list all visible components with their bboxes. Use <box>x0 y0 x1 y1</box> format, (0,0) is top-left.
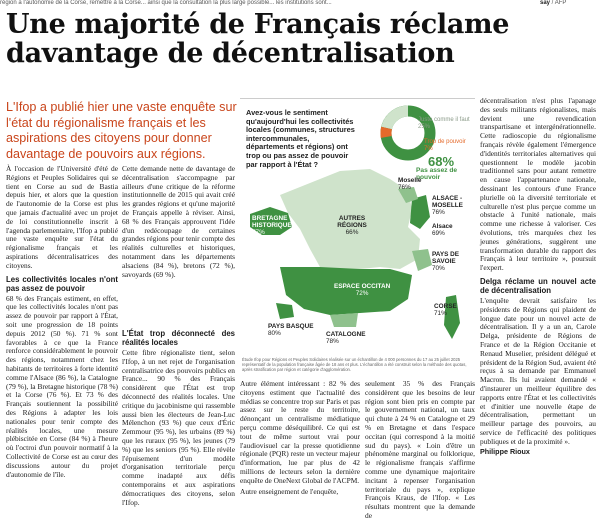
legend-pas-assez-value: 68% <box>428 154 455 169</box>
paragraph: 68 % des Français estiment, en effet, que les collectivités locales n'ont pas assez de pouvoir par rapport à l'État, soit une progression de 18 points depuis 2012 (50 %). 71 % sont favorables à ce que la France renforce considérablement le pouvoir des régions, notamment chez les habitants de territoires à forte identité comme l'Alsace (86 %), la Catalogne (79 %), la Bretagne historique (78 %) et la Corse (76 %). Et 73 % des Français soutiennent la possibilité des Régions à adapter les lois nationales pour tenir compte des réalités locales, une mesure plébiscitée en Corse (84 %) à l'heure où l'octroi d'un pouvoir normatif à la Collectivité de Corse est au cœur des discussions autour du projet d'autonomie de l'île. <box>6 293 118 479</box>
subheading: Delga réclame un nouvel acte de décentralisation <box>480 276 596 295</box>
infographic <box>240 98 475 377</box>
paragraph: Autre élément intéressant : 82 % des citoyens estiment que l'actualité des médias se concentre trop sur Paris et pas assez sur le reste du territoire, dénonçant un centralisme médiatique perçu comme déséquilibré. Ce qui est tout de même surtout vrai pour l'audiovisuel car la presse quotidienne régionale (PQR) reste un vecteur majeur d'information, lue par plus de 42 millions de lecteurs selon la dernière enquête de OneNext Global de l'ACPM. <box>240 379 360 485</box>
label-alsace-moselle: ALSACE - MOSELLE 76% <box>432 195 463 216</box>
legend-trop: Trop de pouvoir 7% <box>424 139 466 152</box>
article-column-2-lower <box>122 325 235 509</box>
donut-slice-juste <box>387 111 408 128</box>
article-column-5 <box>480 97 596 457</box>
label-occitan: ESPACE OCCITAN 72% <box>334 283 391 297</box>
label-alsace: Alsace 69% <box>432 223 453 237</box>
article-column-1 <box>6 165 118 481</box>
region-catalogne <box>330 313 358 327</box>
infographic-question: Avez-vous le sentiment qu'aujourd'hui les collectivités locales (communes, structures intercommunales, départements et régions) ont trop ou pas assez de pouvoir par rapport à l'État ? <box>246 108 355 169</box>
article-standfirst: L'Ifop a publié hier une vaste enquête sur l'état du régionalisme français et les aspirations des citoyens pour donner davantage de pouvoirs aux régions. <box>6 100 237 161</box>
top-strip-text: région a l'autonomie de la Corse, remettre à la Corse... ainsi que la consultation la plus large possible... les institutions sont... <box>0 0 332 6</box>
region-savoie <box>412 249 432 271</box>
region-basque <box>276 303 294 319</box>
article-column-3 <box>240 380 360 498</box>
subheading: Les collectivités locales n'ont pas assez de pouvoir <box>6 274 118 293</box>
top-strip-source: say / AFP <box>540 0 567 6</box>
top-strip <box>0 0 600 7</box>
label-savoie: PAYS DE SAVOIE 70% <box>432 251 459 272</box>
france-map <box>250 169 460 339</box>
label-autres: AUTRES RÉGIONS 66% <box>337 215 367 236</box>
subheading: L'État trop déconnecté des réalités locales <box>122 329 235 347</box>
article-headline: Une majorité de Français réclame davantage de décentralisation <box>6 9 510 69</box>
author-byline: Philippe Rioux <box>480 447 530 457</box>
donut-slice-trop <box>386 128 387 137</box>
region-corse <box>444 295 460 339</box>
article-column-4 <box>365 380 475 523</box>
infographic-credit: Étude Ifop pour Régions et Peuples Solidaires réalisée sur un échantillon de 4 000 personnes du 17 au 25 juillet 2025 représentatif de la population française âgée de 18 ans et plus. L'échantillon a été construit selon la méthode des quotas, après stratification par région et catégorie d'agglomération. <box>242 357 467 372</box>
label-corse: CORSE 71% <box>434 303 457 317</box>
paragraph: Autre enseignement de l'enquête, <box>240 486 339 496</box>
paragraph: seulement 35 % des Français considèrent que les besoins de leur région sont bien pris en compte par le gouvernement national, un taux qui chute à 24 % en Catalogne et 29 % en Bretagne et dans l'espace occitan (qui correspond à la moitié sud du pays). « Loin d'être un phénomène marginal ou folklorique, le régionalisme français s'affirme comme une dynamique majoritaire incitant à repenser l'organisation territoriale du pays », explique François Kraus, de l'Ifop. « Les résultats montrent que la demande de <box>365 379 475 520</box>
legend-pas-assez: Pas assez de pouvoir <box>416 167 458 181</box>
article-column-2 <box>122 165 235 281</box>
paragraph: Cette fibre régionaliste tient, selon l'Ifop, à un net rejet de l'organisation centralisatrice des pouvoirs publics en France... 90 % des Français considèrent que l'État est trop déconnecté des réalités locales. Une critique du jacobinisme qui rassemble aussi bien les électeurs de Jean-Luc Mélenchon (93 %) que ceux d'Éric Zemmour (95 %), les urbains (89 %) que les ruraux (95 %), les jeunes (79 %) que les seniors (95 %). Elle révèle l'épuisement d'un modèle d'organisation territoriale perçu comme inadapté aux défis contemporains et aux aspirations démocratiques des citoyens, selon l'Ifop. <box>122 348 235 507</box>
paragraph: décentralisation n'est plus l'apanage des seuls militants régionalistes, mais devient une revendication transpartisane et intergénérationnelle. Cette radioscopie du régionalisme français révèle également l'émergence d'identités territoriales alternatives qui questionnent le modèle jacobin traditionnel sans pour autant remettre en cause l'appartenance nationale, dessinant les contours d'une France plurielle où la diversité territoriale et culturelle n'est plus perçue comme un obstacle à l'unité nationale, mais comme une richesse à valoriser. Ces évolutions, très marquées chez les jeunes générations, suggèrent une transformation durable du rapport des Français à leur territoire », poursuit l'expert. <box>480 96 596 273</box>
label-bretagne: BRETAGNE HISTORIQUE 77% <box>252 215 292 236</box>
legend-juste: Juste comme il faut 25% <box>418 117 470 130</box>
paragraph: L'enquête devrait satisfaire les présidents de Régions qui plaident de longue date pour un nouvel acte de décentralisation. Il y a un an, Carole Delga, présidente de Régions de France et de la Région Occitanie et Renaud Muselier, président délégué et président de la Région Sud, avaient été reçus à sa demande par Emmanuel Macron. Ils lui avaient demandé « d'instaurer un meilleur équilibre des rapports entre l'État et les collectivités et d'initier une nouvelle étape de décentralisation, permettant un meilleur partage des pouvoirs, au service de l'efficacité des politiques publiques et de la proximité ». <box>480 295 596 446</box>
label-catalogne: CATALOGNE 78% <box>326 331 366 345</box>
paragraph: À l'occasion de l'Université d'été de Régions et Peuples Solidaires qui se tient en Corse au sud de Bastia depuis hier, et alors que la question de l'autonomie de la Corse est plus que jamais d'actualité avec un projet de loi constitutionnelle inscrit à l'agenda parlementaire, l'Ifop a publié une vaste enquête sur l'état du régionalisme français et les aspirations décentralisatrices des citoyens. <box>6 164 118 270</box>
paragraph: Cette demande nette de davantage de décentralisation s'accompagne par ailleurs d'une critique de la réforme institutionnelle de 2015 qui avait créé les grandes régions et qu'une majorité de Français appelle à réviser. Ainsi, 68 % des Français approuvent l'idée d'un redécoupage de certaines grandes régions pour tenir compte des réalités culturelles et historiques, notamment dans les départements alsaciens (84 %), bretons (72 %), savoyards (69 %). <box>122 164 235 279</box>
label-moselle: Moselle 76% <box>398 177 422 191</box>
label-basque: PAYS BASQUE 80% <box>268 323 314 337</box>
